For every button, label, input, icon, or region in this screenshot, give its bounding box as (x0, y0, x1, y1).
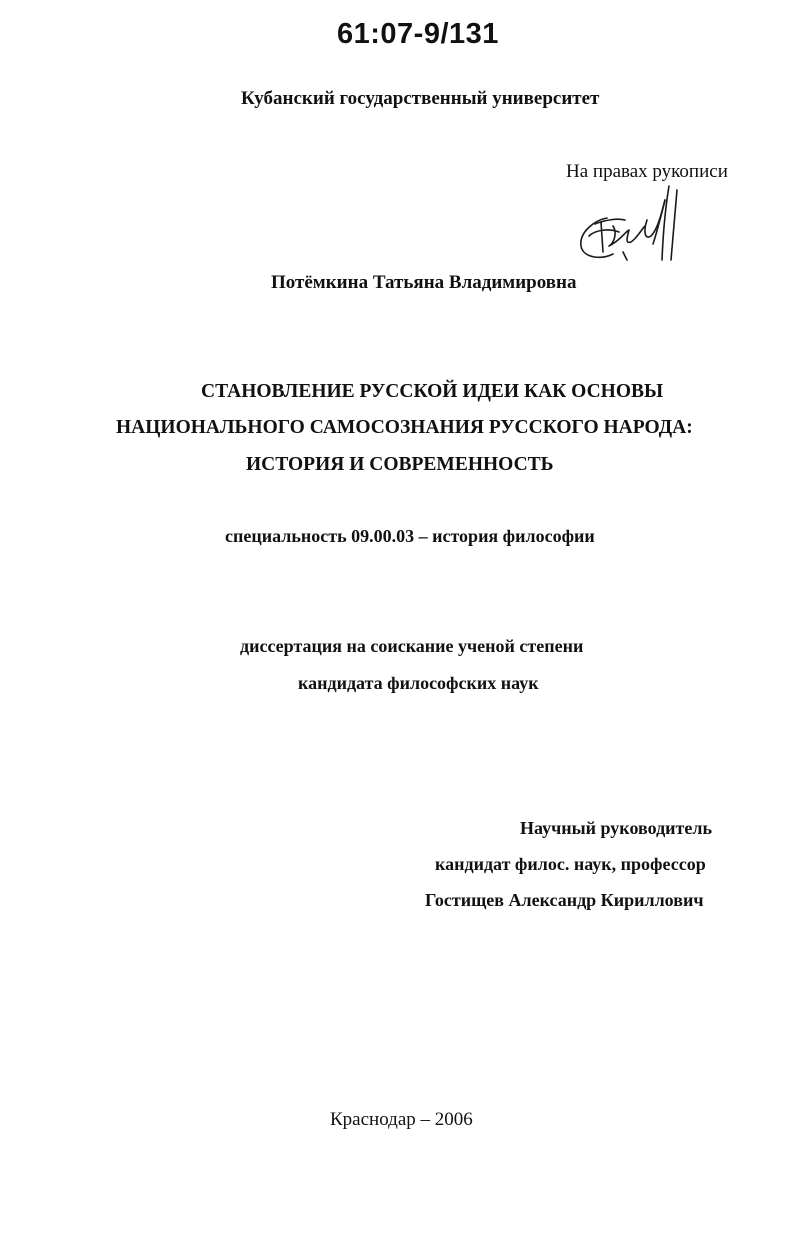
degree-line: диссертация на соискание ученой степени (240, 636, 584, 656)
manuscript-rights-note: На правах рукописи (566, 161, 728, 182)
specialty-line: специальность 09.00.03 – история философии (225, 526, 595, 546)
university-name: Кубанский государственный университет (241, 88, 600, 109)
author-signature (565, 180, 695, 275)
dissertation-title-line: ИСТОРИЯ И СОВРЕМЕННОСТЬ (246, 454, 554, 475)
catalog-code: 61:07-9/131 (337, 18, 499, 50)
dissertation-title-line: НАЦИОНАЛЬНОГО САМОСОЗНАНИЯ РУССКОГО НАРОДА: (116, 417, 693, 438)
supervisor-role: Научный руководитель (520, 818, 712, 838)
dissertation-title-line: СТАНОВЛЕНИЕ РУССКОЙ ИДЕИ КАК ОСНОВЫ (201, 381, 664, 402)
author-name: Потёмкина Татьяна Владимировна (271, 272, 577, 293)
supervisor-name: Гостищев Александр Кириллович (425, 890, 704, 910)
supervisor-degree: кандидат филос. наук, профессор (435, 854, 706, 874)
degree-line: кандидата философских наук (298, 673, 539, 693)
city-year: Краснодар – 2006 (330, 1109, 473, 1130)
